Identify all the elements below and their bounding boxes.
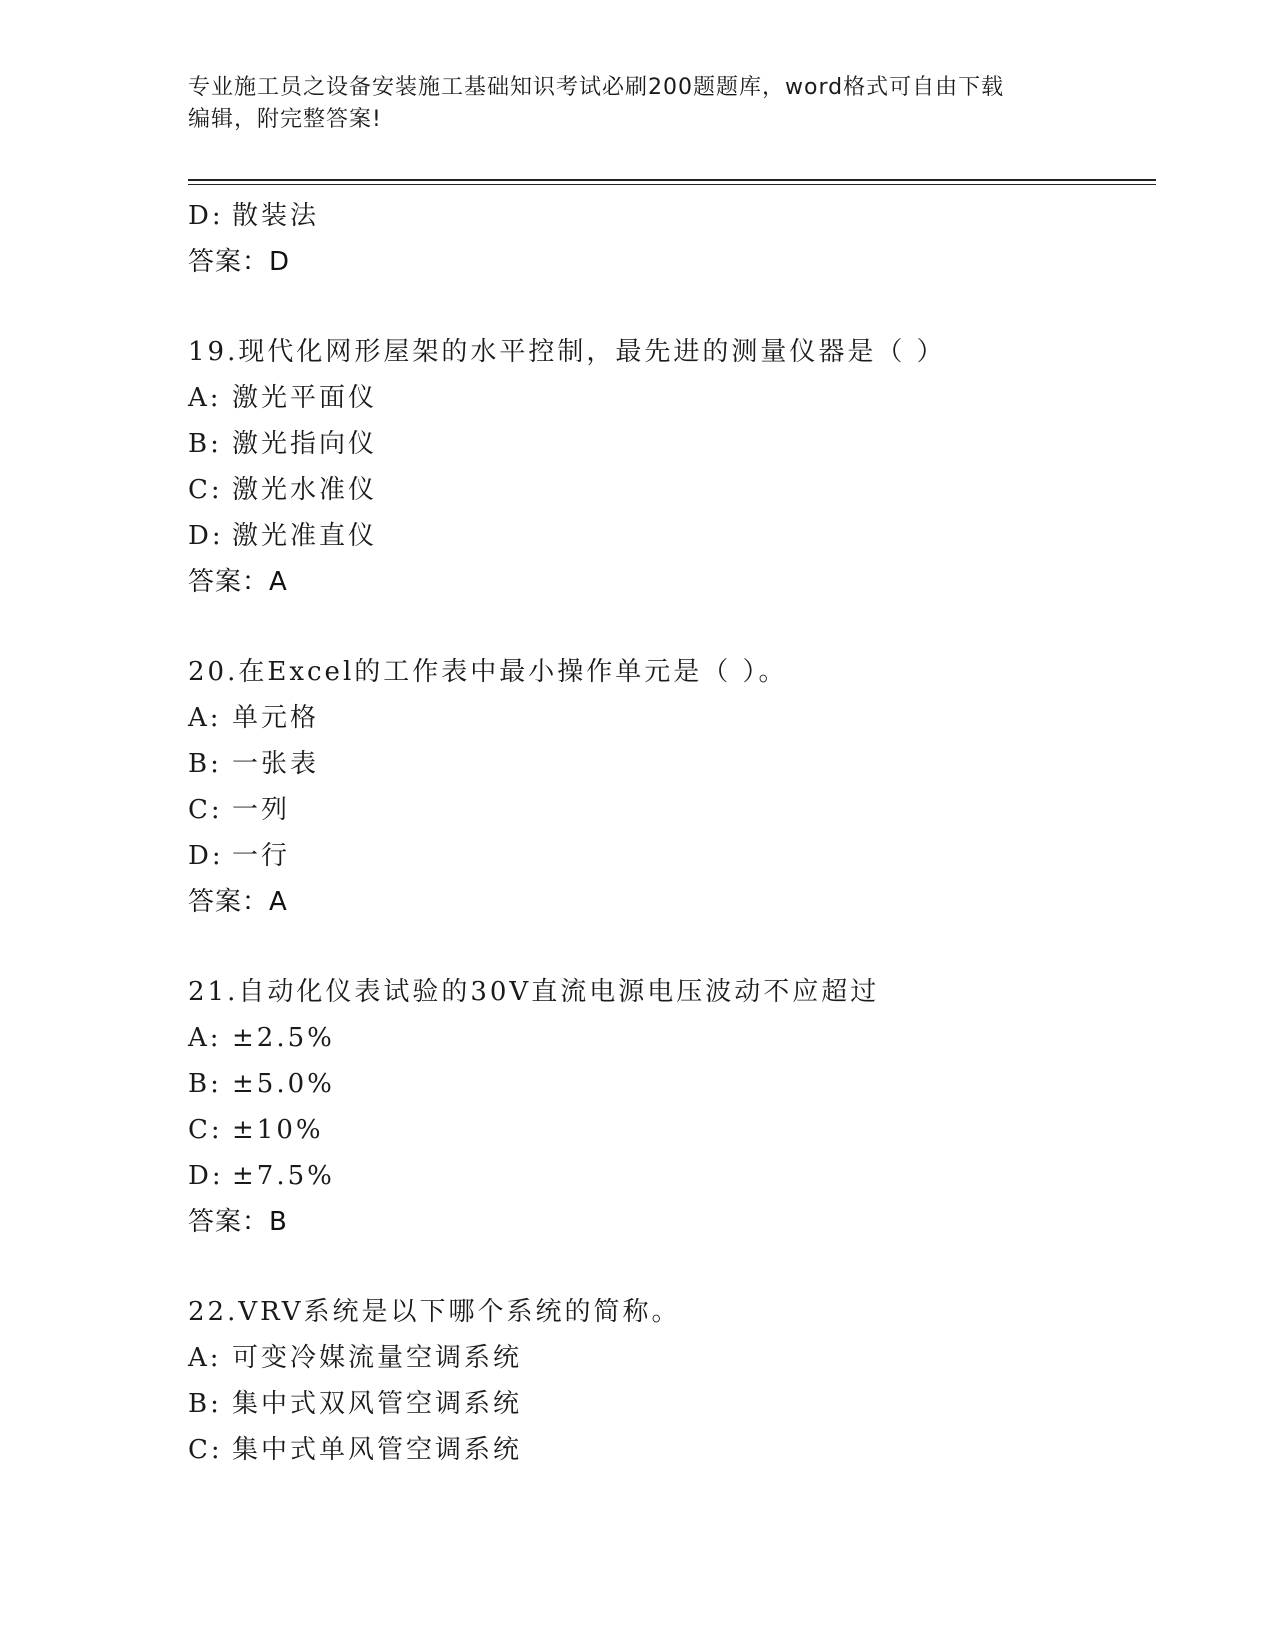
previous-question-tail — [188, 193, 1148, 285]
spacer — [188, 285, 1148, 329]
question-19 — [188, 329, 1148, 605]
question-stem: 20.在Excel的工作表中最小操作单元是（ ）。 — [188, 657, 788, 687]
option-text: 激光指向仪 — [232, 429, 378, 459]
option-text: 可变冷媒流量空调系统 — [232, 1343, 523, 1373]
option-text: 激光平面仪 — [232, 383, 378, 413]
option-letter: D: — [188, 521, 224, 551]
option-text: 集中式双风管空调系统 — [232, 1389, 523, 1419]
option-letter: D: — [188, 1161, 224, 1191]
option-b — [188, 741, 1148, 787]
option-letter: A: — [188, 703, 222, 733]
question-list — [188, 193, 1148, 1473]
option-d — [188, 833, 1148, 879]
option-c — [188, 1427, 1148, 1473]
question-21 — [188, 969, 1148, 1245]
option-letter: C: — [188, 1435, 223, 1465]
option-letter: D: — [188, 841, 224, 871]
option-text: ±10% — [232, 1115, 324, 1145]
option-letter: B: — [188, 429, 222, 459]
spacer — [188, 605, 1148, 649]
option-letter: B: — [188, 749, 222, 779]
option-b — [188, 421, 1148, 467]
option-text: 一张表 — [232, 749, 320, 779]
answer-line: 答案：A — [188, 887, 288, 917]
option-d — [188, 1153, 1148, 1199]
option-text: 一行 — [232, 841, 291, 871]
header-divider-thick — [188, 179, 1156, 181]
option-letter: C: — [188, 795, 223, 825]
question-stem: 19.现代化网形屋架的水平控制，最先进的测量仪器是（ ） — [188, 337, 946, 367]
option-letter: A: — [188, 1343, 222, 1373]
option-text: 集中式单风管空调系统 — [232, 1435, 523, 1465]
option-letter: C: — [188, 1115, 223, 1145]
header-divider-thin — [188, 184, 1156, 185]
option-text: ±7.5% — [232, 1161, 335, 1191]
option-d — [188, 513, 1148, 559]
option-text: 一列 — [232, 795, 291, 825]
option-letter: D: — [188, 201, 224, 231]
option-d — [188, 193, 1148, 239]
answer-line: 答案：A — [188, 567, 288, 597]
question-20 — [188, 649, 1148, 925]
option-letter: B: — [188, 1069, 222, 1099]
option-text: ±5.0% — [232, 1069, 335, 1099]
option-letter: C: — [188, 475, 223, 505]
option-letter: B: — [188, 1389, 222, 1419]
option-letter: A: — [188, 383, 222, 413]
header-title-line-1: 专业施工员之设备安装施工基础知识考试必刷200题题库，word格式可自由下载 — [188, 75, 1005, 100]
question-stem: 22.VRV系统是以下哪个系统的简称。 — [188, 1297, 681, 1327]
option-letter: A: — [188, 1023, 222, 1053]
header-title-line-2: 编辑，附完整答案! — [188, 107, 382, 132]
question-stem: 21.自动化仪表试验的30V直流电源电压波动不应超过 — [188, 977, 880, 1007]
question-22 — [188, 1289, 1148, 1473]
answer-line: 答案：D — [188, 247, 291, 277]
option-a — [188, 1015, 1148, 1061]
option-a — [188, 695, 1148, 741]
option-text: 激光水准仪 — [232, 475, 378, 505]
option-text: 激光准直仪 — [232, 521, 378, 551]
spacer — [188, 1245, 1148, 1289]
option-c — [188, 787, 1148, 833]
spacer — [188, 925, 1148, 969]
option-text: 散装法 — [232, 201, 320, 231]
option-c — [188, 467, 1148, 513]
option-text: ±2.5% — [232, 1023, 335, 1053]
option-a — [188, 375, 1148, 421]
option-a — [188, 1335, 1148, 1381]
option-text: 单元格 — [232, 703, 320, 733]
option-c — [188, 1107, 1148, 1153]
option-b — [188, 1381, 1148, 1427]
document-header — [188, 72, 1068, 136]
answer-line: 答案：B — [188, 1207, 288, 1237]
option-b — [188, 1061, 1148, 1107]
